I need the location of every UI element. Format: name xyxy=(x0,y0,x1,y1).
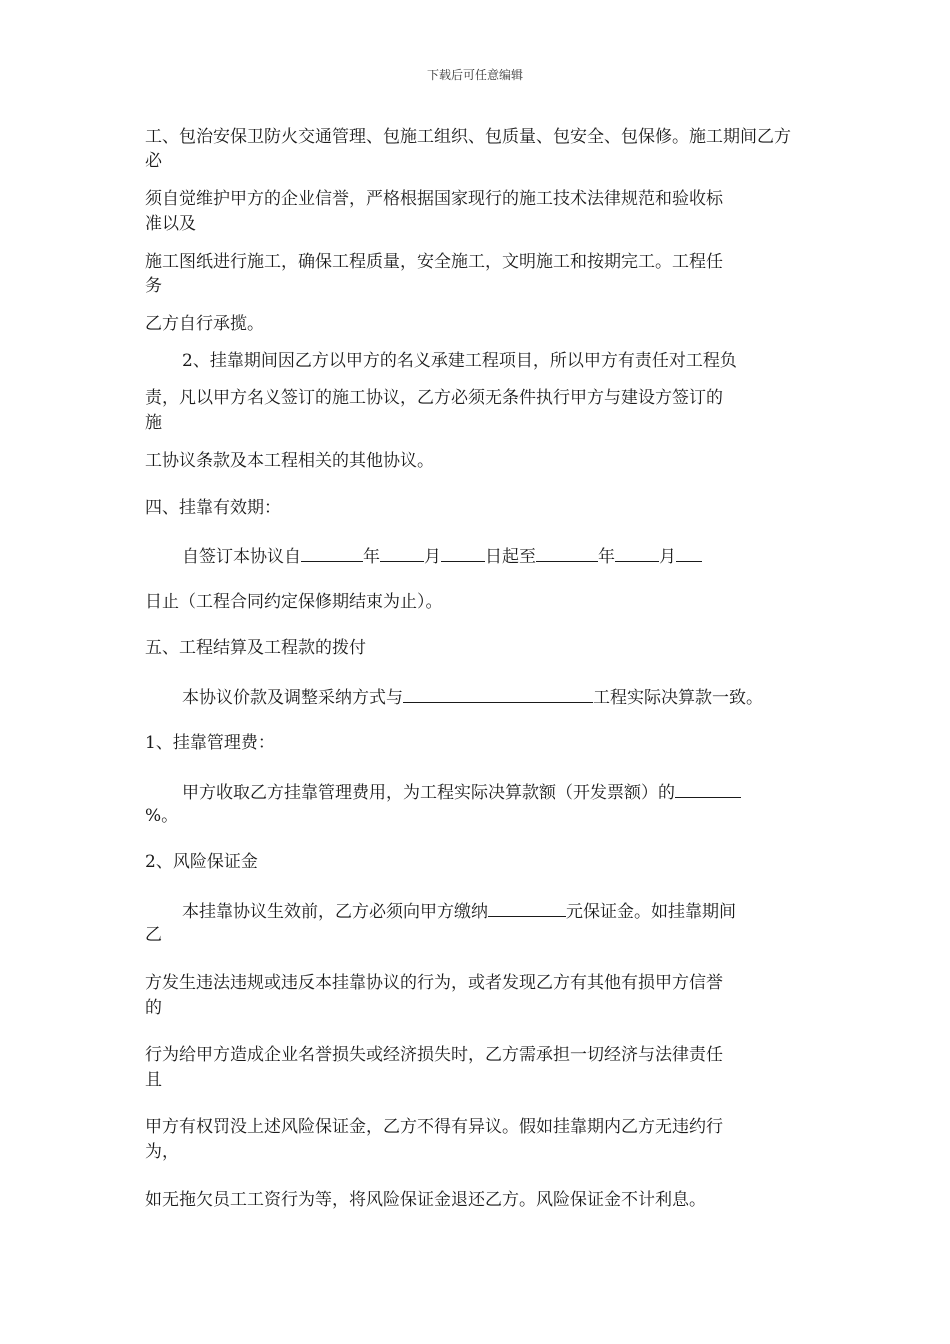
blank-month-end[interactable] xyxy=(615,544,659,562)
paragraph-line: 乙 xyxy=(145,925,162,945)
section-heading: 五、工程结算及工程款的拨付 xyxy=(145,638,366,658)
text: 本协议价款及调整采纳方式与 xyxy=(182,688,403,708)
text: 日起至 xyxy=(485,547,536,567)
text: 工程实际决算款一致。 xyxy=(593,688,763,708)
paragraph-line: 务 xyxy=(145,276,162,296)
paragraph-line: 方发生违法违规或违反本挂靠协议的行为，或者发现乙方有其他有损甲方信誉 xyxy=(145,973,723,993)
paragraph-line: 施工图纸进行施工，确保工程质量，安全施工，文明施工和按期完工。工程任 xyxy=(145,252,723,272)
paragraph-line: 须自觉维护甲方的企业信誉，严格根据国家现行的施工技术法律规范和验收标 xyxy=(145,189,723,209)
paragraph-line: 且 xyxy=(145,1070,162,1090)
settlement-line xyxy=(182,685,763,709)
text: 年 xyxy=(363,547,380,567)
paragraph-line: 日止（工程合同约定保修期结束为止）。 xyxy=(145,592,443,612)
paragraph-line: 责，凡以甲方名义签订的施工协议，乙方必须无条件执行甲方与建设方签订的 xyxy=(145,388,723,408)
paragraph-line: 工、包治安保卫防火交通管理、包施工组织、包质量、包安全、包保修。施工期间乙方 xyxy=(145,127,791,147)
paragraph-line: 行为给甲方造成企业名誉损失或经济损失时，乙方需承担一切经济与法律责任 xyxy=(145,1045,723,1065)
blank-day-end[interactable] xyxy=(676,544,702,562)
validity-period-line xyxy=(182,544,702,568)
blank-fee-percent[interactable] xyxy=(675,780,741,798)
blank-project-name[interactable] xyxy=(403,685,593,703)
text: 自签订本协议自 xyxy=(182,547,301,567)
section-heading: 四、挂靠有效期： xyxy=(145,498,281,518)
text: 元保证金。如挂靠期间 xyxy=(566,902,736,922)
paragraph-line: 施 xyxy=(145,413,162,433)
blank-year-start[interactable] xyxy=(301,544,363,562)
paragraph-line: 如无拖欠员工工资行为等，将风险保证金退还乙方。风险保证金不计利息。 xyxy=(145,1190,706,1210)
text: 甲方收取乙方挂靠管理费用，为工程实际决算款额（开发票额）的 xyxy=(182,783,675,803)
subsection-heading: 1、挂靠管理费： xyxy=(145,733,275,753)
management-fee-line xyxy=(182,780,741,804)
paragraph-line: 工协议条款及本工程相关的其他协议。 xyxy=(145,451,434,471)
blank-day-start[interactable] xyxy=(441,544,485,562)
paragraph-line: 准以及 xyxy=(145,214,196,234)
blank-month-start[interactable] xyxy=(380,544,424,562)
deposit-line xyxy=(182,899,736,923)
blank-year-end[interactable] xyxy=(536,544,598,562)
paragraph-line: 2、挂靠期间因乙方以甲方的名义承建工程项目，所以甲方有责任对工程负 xyxy=(182,351,737,371)
text: 本挂靠协议生效前，乙方必须向甲方缴纳 xyxy=(182,902,488,922)
paragraph-line: 乙方自行承揽。 xyxy=(145,314,264,334)
text: 年 xyxy=(598,547,615,567)
paragraph-line: 的 xyxy=(145,998,162,1018)
paragraph-line: 为， xyxy=(145,1142,179,1162)
paragraph-line: 甲方有权罚没上述风险保证金，乙方不得有异议。假如挂靠期内乙方无违约行 xyxy=(145,1117,723,1137)
paragraph-line: 必 xyxy=(145,151,162,171)
blank-deposit-amount[interactable] xyxy=(488,899,566,917)
page-header: 下载后可任意编辑 xyxy=(426,68,523,82)
subsection-heading: 2、风险保证金 xyxy=(145,852,258,872)
text: 月 xyxy=(659,547,676,567)
text: 月 xyxy=(424,547,441,567)
paragraph-line: %。 xyxy=(145,806,179,826)
